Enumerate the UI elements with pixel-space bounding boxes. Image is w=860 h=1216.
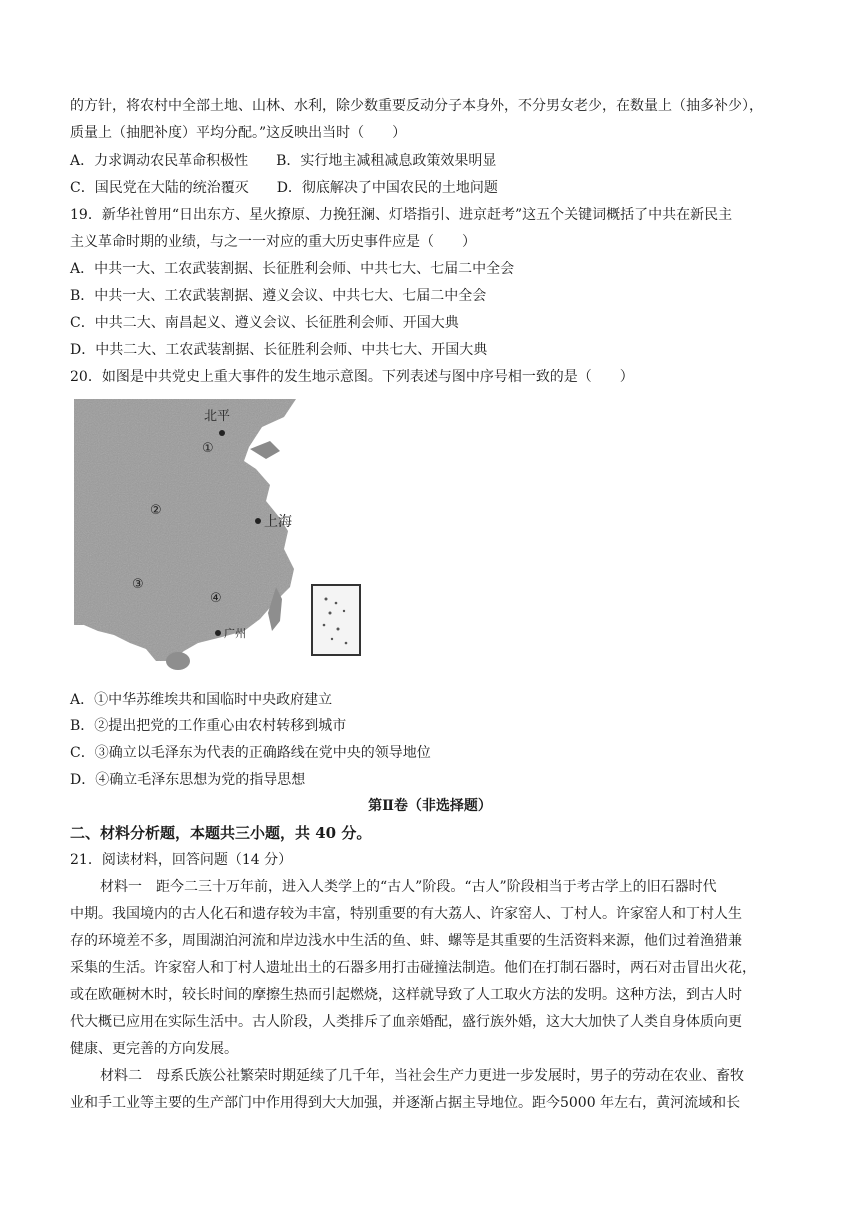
q19-option-d: D．中共二大、工农武装割据、长征胜利会师、中共七大、开国大典: [70, 342, 488, 358]
map-marker-3: ③: [132, 577, 144, 592]
beiping-dot: [219, 430, 225, 436]
q21-material1-line6: 代大概已应用在实际生活中。古人阶段，人类排斥了血亲婚配，盛行族外婚，这大大加快了人类自身体质向更: [70, 1014, 742, 1030]
hainan-island: [166, 652, 190, 670]
q21-material1-line4: 采集的生活。许家窑人和丁村人遗址出土的石器多用打击碰撞法制造。他们在打制石器时，两石对击冒出火花，: [70, 960, 756, 976]
shandong-peninsula: [250, 441, 280, 459]
guangzhou-dot: [215, 630, 221, 636]
q19-option-c: C．中共二大、南昌起义、遵义会议、长征胜利会师、开国大典: [70, 315, 459, 331]
q21-title: 21．阅读材料，回答问题（14 分）: [70, 852, 293, 868]
shanghai-dot: [255, 518, 261, 524]
q19-option-a: A．中共一大、工农武装割据、长征胜利会师、中共七大、七届二中全会: [70, 261, 515, 277]
q21-material1-line5: 或在欧砸树木时，较长时间的摩擦生热而引起燃烧，这样就导致了人工取火方法的发明。这种方法，到古人时: [70, 987, 742, 1003]
part2-title: 第Ⅱ卷（非选择题）: [368, 798, 492, 814]
q21-material1-line1: 材料一 距今二三十万年前，进入人类学上的“古人”阶段。“古人”阶段相当于考古学上的旧石器时代: [100, 879, 717, 895]
event-location-map: [74, 399, 372, 680]
map-label-beiping: 北平: [204, 409, 231, 424]
q18-stem-line2: 质量上（抽肥补度）平均分配。”这反映出当时（ ）: [70, 125, 407, 141]
map-label-shanghai: 上海: [264, 514, 292, 530]
map-marker-4: ④: [210, 591, 222, 606]
q19-stem-line2: 主义革命时期的业绩，与之一一对应的重大历史事件应是（ ）: [70, 234, 476, 250]
q20-stem: 20．如图是中共党史上重大事件的发生地示意图。下列表述与图中序号相一致的是（ ）: [70, 369, 634, 385]
q19-option-b: B．中共一大、工农武装割据、遵义会议、中共七大、七届二中全会: [70, 288, 487, 304]
q20-option-b: B．②提出把党的工作重心由农村转移到城市: [70, 718, 347, 734]
q20-option-a: A．①中华苏维埃共和国临时中央政府建立: [70, 692, 333, 708]
map-marker-2: ②: [150, 503, 162, 518]
q21-material2-line2: 业和手工业等主要的生产部门中作用得到大大加强，并逐渐占据主导地位。距今5000 年左右，黄河流域和长: [70, 1095, 741, 1111]
south-sea-inset: [312, 585, 360, 655]
q18-options-cd: C．国民党在大陆的统治覆灭 D．彻底解决了中国农民的土地问题: [70, 180, 498, 196]
q19-stem-line1: 19．新华社曾用“日出东方、星火撩原、力挽狂澜、灯塔指引、进京赶考”这五个关键词概括了中共在新民主: [70, 207, 733, 223]
section-heading: 二、材料分析题，本题共三小题，共 40 分。: [70, 824, 372, 842]
q18-options-ab: A．力求调动农民革命积极性 B．实行地主减租减息政策效果明显: [70, 153, 497, 169]
q21-material2-line1: 材料二 母系氏族公社繁荣时期延续了几千年，当社会生产力更进一步发展时，男子的劳动在农业、畜牧: [100, 1068, 744, 1084]
q20-option-c: C．③确立以毛泽东为代表的正确路线在党中央的领导地位: [70, 745, 431, 761]
q20-option-d: D．④确立毛泽东思想为党的指导思想: [70, 772, 306, 788]
map-graphic: [74, 399, 372, 680]
q18-stem-line1: 的方针，将农村中全部土地、山林、水利，除少数重要反动分子本身外，不分男女老少，在数量上（抽多补少），: [70, 98, 763, 114]
q21-material1-line2: 中期。我国境内的古人化石和遗存较为丰富，特别重要的有大荔人、许家窑人、丁村人。许家窑人和丁村人生: [70, 906, 742, 922]
q21-material1-line3: 存的环境差不多，周围湖泊河流和岸边浅水中生活的鱼、蚌、螺等是其重要的生活资料来源，他们过着渔猎兼: [70, 933, 742, 949]
q21-material1-line7: 健康、更完善的方向发展。: [70, 1041, 238, 1057]
map-marker-1: ①: [202, 441, 214, 456]
map-label-guangzhou: 广州: [224, 627, 246, 640]
